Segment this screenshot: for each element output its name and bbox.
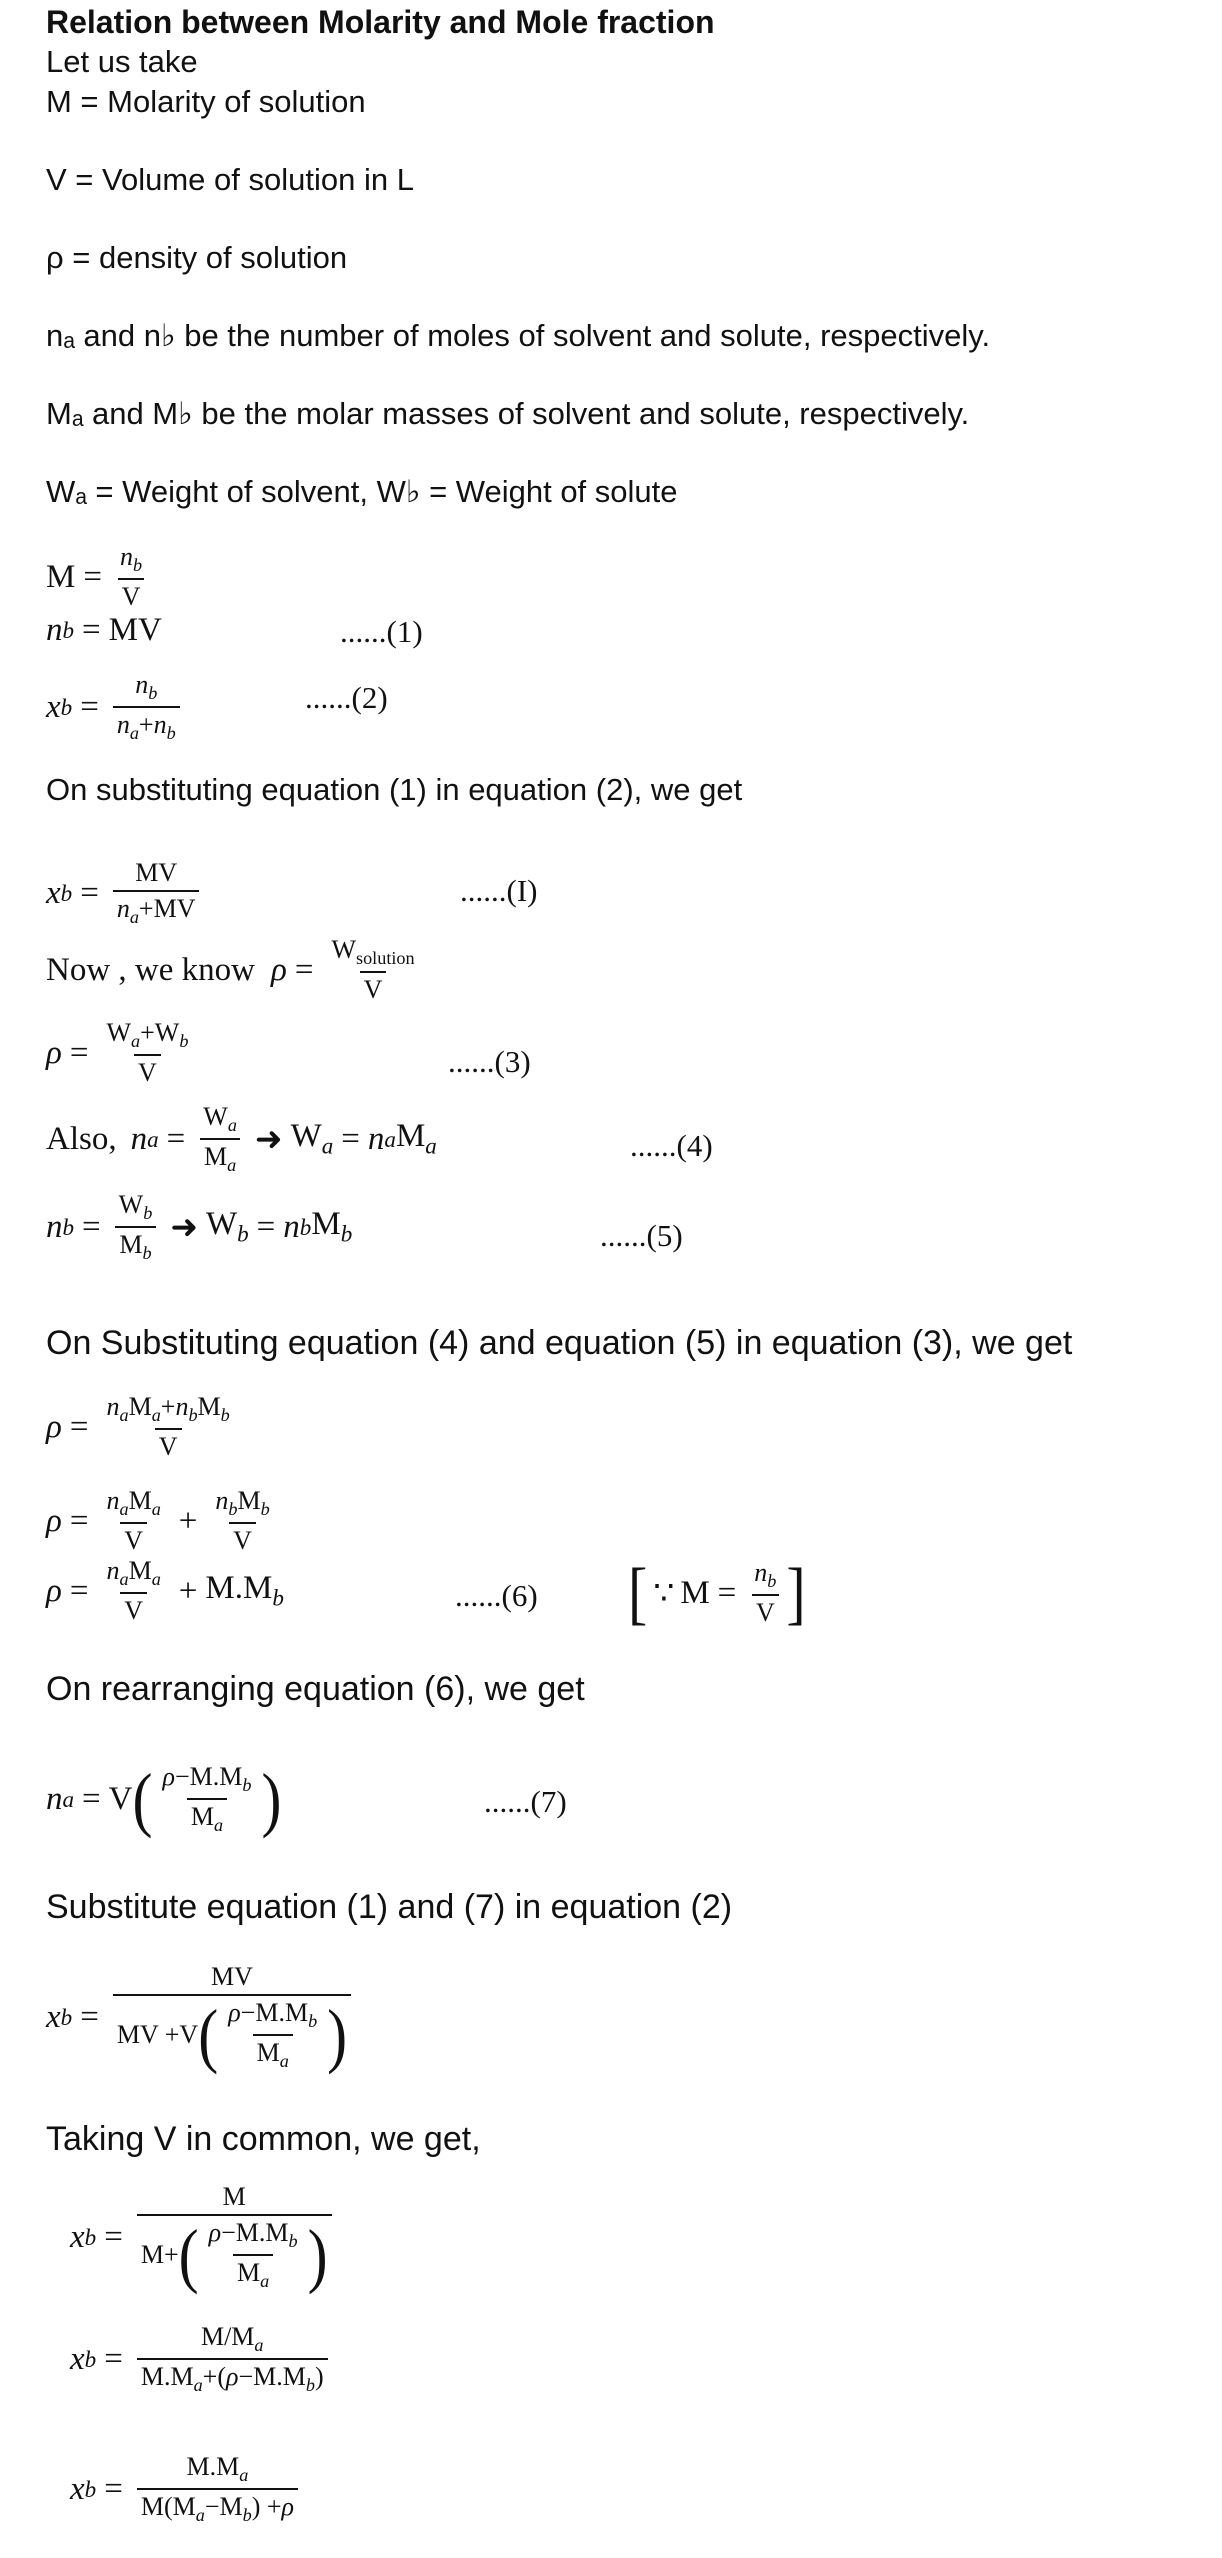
equation-1: n b = MV: [46, 612, 162, 648]
also-label: Also,: [46, 1120, 117, 1157]
equation-tag-4: ......(4): [630, 1128, 713, 1163]
equation-density-expanded: ρ = $\frac{n_aM_a+n_bM_b}{V}$: [46, 1392, 230, 1462]
step-substitute-4-5-in-3: On Substituting equation (4) and equation (5) in equation (3), we get: [46, 1324, 1073, 1362]
now-we-know-label: Now , we know: [46, 951, 255, 988]
definition-molarity: M = Molarity of solution: [46, 84, 366, 119]
equation-6: ρ = $\frac{n_aM_a}{V}$ + $M.M_b$: [46, 1556, 284, 1626]
equation-tag-3: ......(3): [448, 1044, 531, 1079]
step-taking-v-common: Taking V in common, we get,: [46, 2120, 481, 2158]
equation-2: x b = $\frac{n_b}{n_a+n_b}$: [46, 670, 186, 744]
step-rearrange-6: On rearranging equation (6), we get: [46, 1670, 585, 1708]
equation-4: Also, n a = $\frac{W_a}{M_a}$ ➜ $W_a$ = n a $M_a$: [46, 1102, 437, 1176]
equation-density-definition: Now , we know ρ = $\frac{W_{solution}}{V}$: [46, 935, 415, 1005]
intro-line: Let us take: [46, 44, 198, 79]
equation-tag-5: ......(5): [600, 1218, 683, 1253]
equation-xb-simplified: x b = M M+ ( $\frac{\rho-M.M_b}{M_a}$ ): [70, 2182, 338, 2292]
page-title: Relation between Molarity and Mole fraction: [46, 4, 715, 40]
definition-moles: nₐ and n♭ be the number of moles of solvent and solute, respectively.: [46, 318, 991, 353]
equation-3: ρ = $\frac{W_a+W_b}{V}$: [46, 1018, 189, 1088]
equation-tag-1: ......(1): [340, 614, 423, 649]
definition-density: ρ = density of solution: [46, 240, 348, 275]
equation-7: n a = V ( $\frac{\rho-M.M_b}{M_a}$ ): [46, 1759, 282, 1839]
equation-I: x b = $\frac{MV}{n_a+MV}$: [46, 858, 205, 928]
step-substitute-1-in-2: On substituting equation (1) in equation (2), we get: [46, 772, 743, 807]
equation-xb-substituted: x b = MV MV +V ( $\frac{\rho-M.M_b}{M_a}$ ): [46, 1962, 357, 2072]
definition-weights: Wₐ = Weight of solvent, W♭ = Weight of solute: [46, 474, 678, 509]
since-molarity-note: [ ∵ M = $\frac{n_b}{V}$ ]: [628, 1553, 806, 1632]
step-substitute-1-7-in-2: Substitute equation (1) and (7) in equation (2): [46, 1888, 733, 1926]
equation-density-split: ρ = $\frac{n_aM_a}{V}$ + $\frac{n_bM_b}{V}$: [46, 1486, 270, 1556]
equation-molarity-definition: M = $\frac{n_b}{V}$: [46, 542, 152, 612]
equation-tag-2: ......(2): [305, 680, 388, 715]
definition-volume: V = Volume of solution in L: [46, 162, 414, 197]
equation-xb-final: x b = $\frac{M.M_a}{M(M_a-M_b) +\rho}$: [70, 2452, 304, 2526]
equation-tag-I: ......(I): [460, 873, 538, 908]
equation-5: n b = $\frac{W_b}{M_b}$ ➜ $W_b$ = n b $M_b$: [46, 1190, 353, 1264]
equation-tag-7: ......(7): [484, 1784, 567, 1819]
equation-xb-multiplied: x b = $\frac{M/M_a}{M.M_a+(\rho-M.M_b)}$: [70, 2322, 334, 2396]
definition-molar-masses: Mₐ and M♭ be the molar masses of solvent and solute, respectively.: [46, 396, 970, 431]
equation-tag-6: ......(6): [455, 1578, 538, 1613]
